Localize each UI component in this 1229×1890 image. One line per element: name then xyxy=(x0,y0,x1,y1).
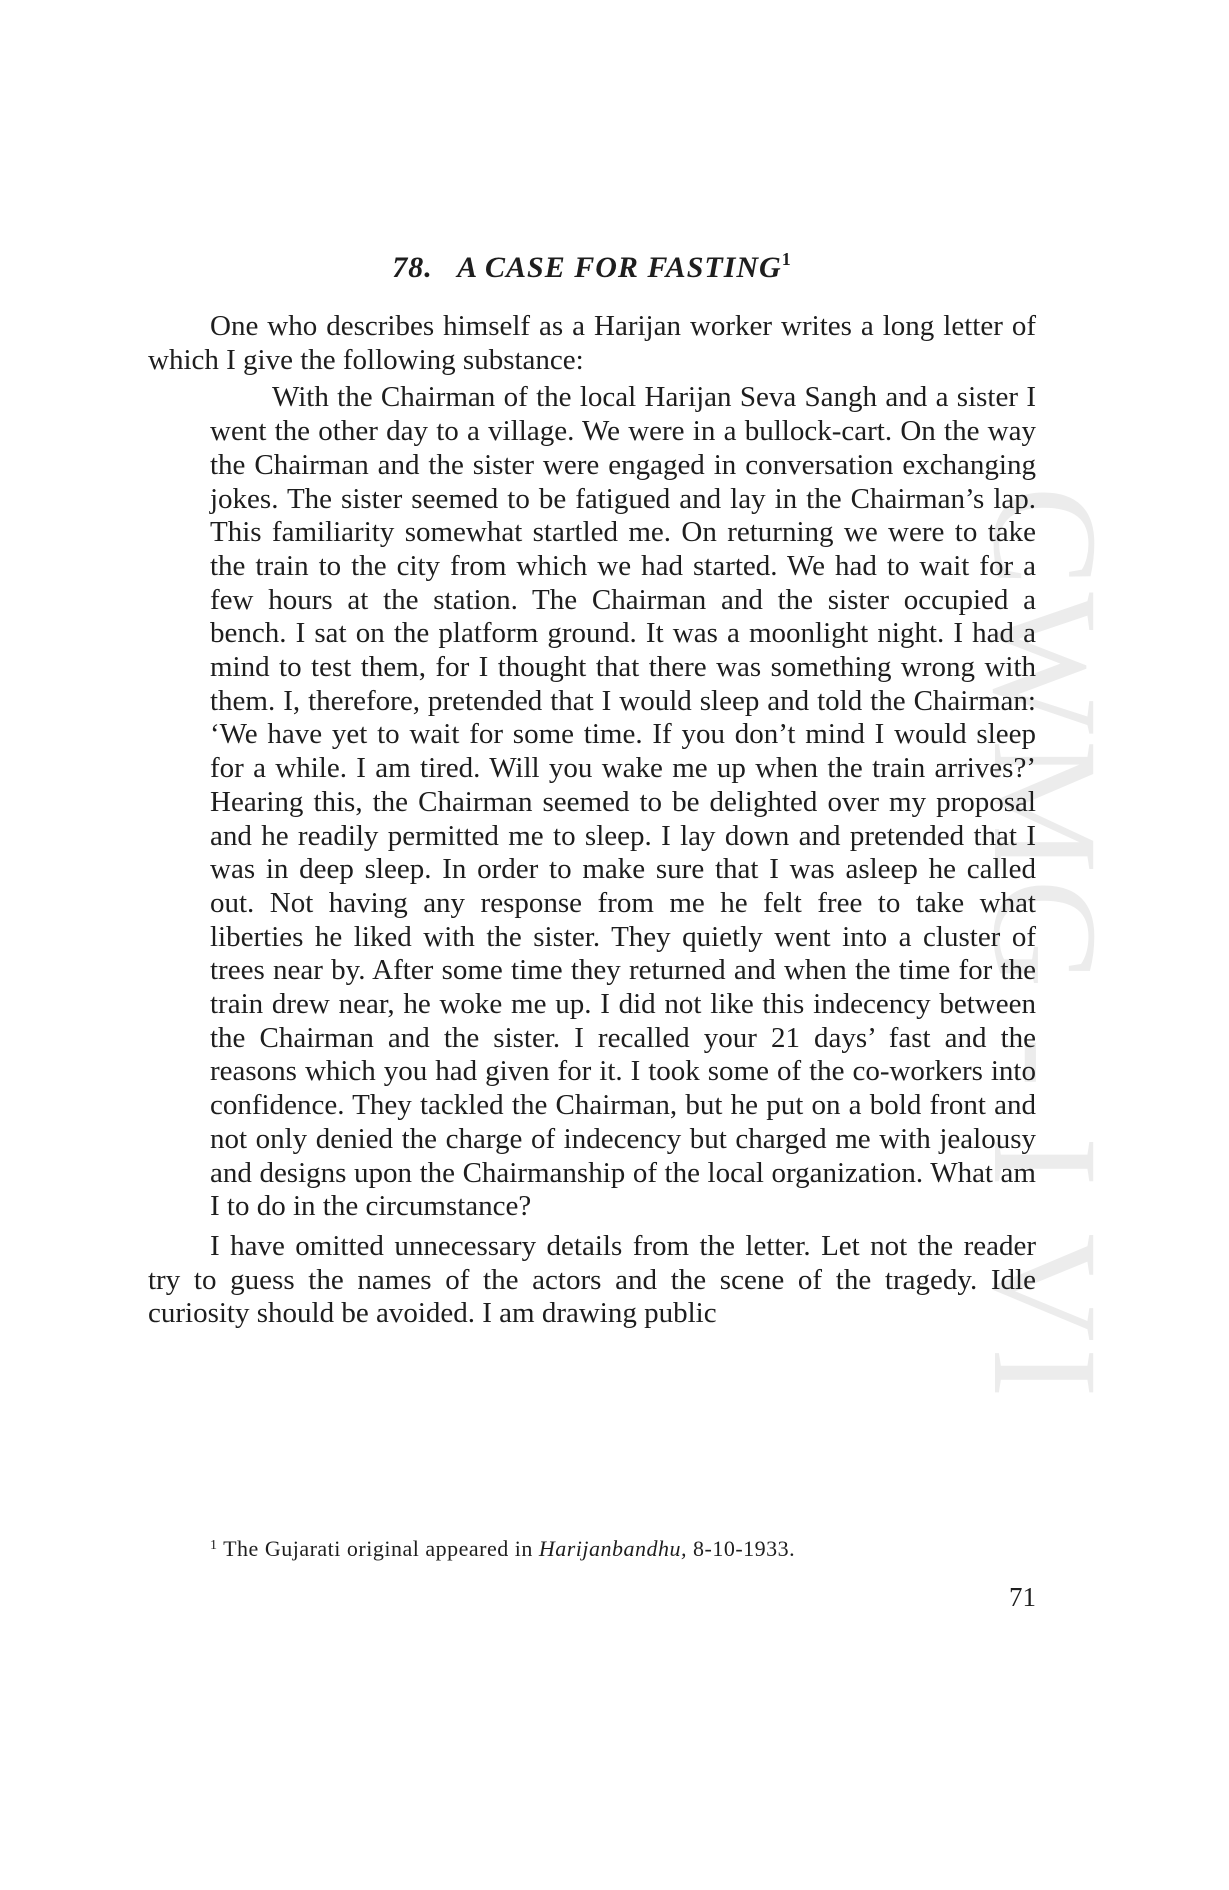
intro-paragraph: One who describes himself as a Harijan worker writes a long letter of which I give the following substance: xyxy=(148,310,1036,376)
footnote-text: The Gujarati original appeared in xyxy=(223,1536,533,1561)
footnote-marker: 1 xyxy=(210,1538,218,1553)
quoted-letter: With the Chairman of the local Harijan Seva Sangh and a sister I went the other day to a village. We were in a bullock-cart. On the way the Chairman and the sister were engaged in conversation exchanging jokes. The sister seemed to be fatigued and lay in the Chairman’s lap. This familiarity somewhat startled me. On returning we were to take the train to the city from which we had started. We had to wait for a few hours at the station. The Chairman and the sister occupied a bench. I sat on the platform ground. It was a moonlight night. I had a mind to test them, for I thought that there was something wrong with them. I, therefore, pretended that I would sleep and told the Chairman: ‘We have yet to wait for some time. If you don’t mind I would sleep for a while. I am tired. Will you wake me up when the train arrives?’ Hearing this, the Chairman seemed to be delighted over my proposal and he readily permitted me to sleep. I lay down and pretended that I was in deep sleep. In order to make sure that I was asleep he called out. Not having any response from me he felt free to take what liberties he liked with the sister. They quietly went into a cluster of trees near by. After some time they returned and when the time for the train drew near, he woke me up. I did not like this indecency between the Chairman and the sister. I recalled your 21 days’ fast and the reasons which you had given for it. I took some of the co-workers into confidence. They tackled the Chairman, but he put on a bold front and not only denied the charge of indecency but charged me with jealousy and designs upon the Chairmanship of the local organization. What am I to do in the circumstance? xyxy=(210,381,1036,1223)
title-number: 78. xyxy=(392,251,433,284)
closing-paragraph: I have omitted unnecessary details from the letter. Let not the reader try to guess the names of the actors and the scene of the tragedy. Idle curiosity should be avoided. I am drawing public xyxy=(148,1229,1036,1330)
page-number: 71 xyxy=(1009,1582,1036,1612)
article-title xyxy=(148,246,1036,290)
watermark-text: CWMG - I VI xyxy=(962,486,1128,1404)
footnote-publication: Harijanbandhu, xyxy=(538,1536,688,1561)
title-text: A CASE FOR FASTING xyxy=(457,251,782,284)
footnote xyxy=(210,1536,795,1562)
footnote-date: 8-10-1933. xyxy=(693,1536,796,1561)
title-footnote-marker: 1 xyxy=(781,249,792,269)
article-body xyxy=(148,246,1036,1331)
